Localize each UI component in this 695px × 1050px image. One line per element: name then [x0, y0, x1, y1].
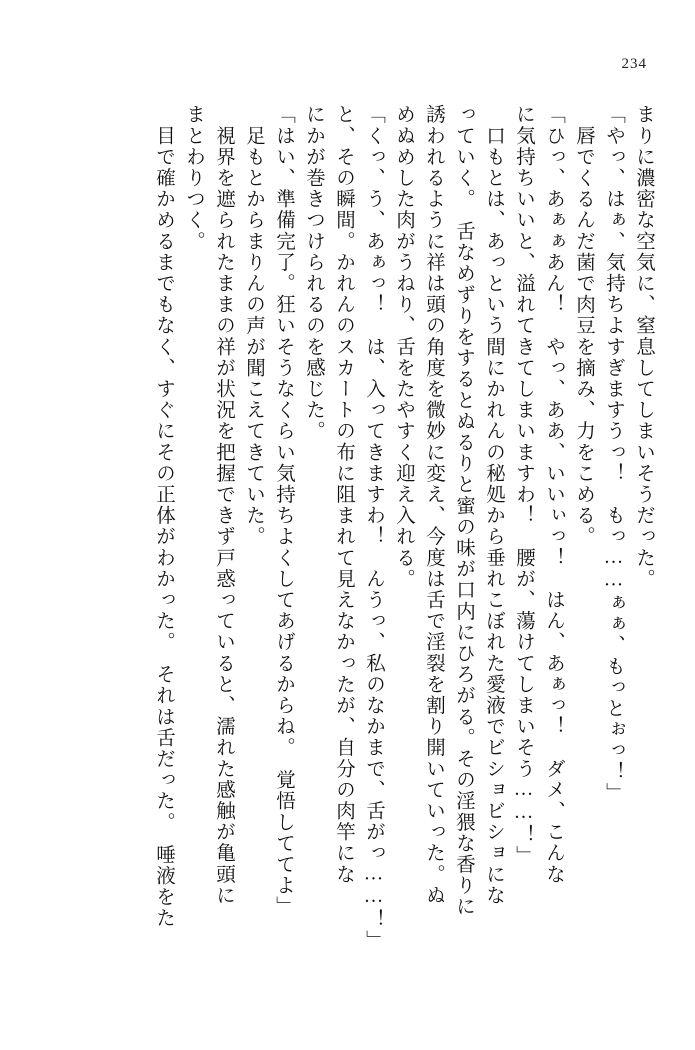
text-column: 「やっ、はぁ、気持ちよすぎますうっ！ もっ……ぁぁ、もっとぉっ！」 [603, 104, 624, 804]
text-column: 足もとからまりんの声が聞こえてきていた。 [243, 104, 264, 548]
text-column: と、その瞬間。かれんのスカートの布に阻まれて見えなかったが、自分の肉竿にな [333, 104, 354, 885]
text-column: まりに濃密な空気に、窒息してしまいそうだった。 [633, 104, 654, 590]
text-column: 誘われるように祥は頭の角度を微妙に変え、今度は舌で淫裂を割り開いていった。ぬ [423, 104, 444, 906]
text-column: 「はい、準備完了。狂いそうなくらい気持ちよくしてあげるからね。 覚悟しててよ」 [273, 104, 294, 918]
text-column: に気持ちいいと、溢れてきてしまいますわ！ 腰が、蕩けてしまいそう……！」 [513, 104, 534, 867]
page-number: 234 [621, 56, 647, 72]
text-column: めぬめした肉がうねり、舌をたやすく迎え入れる。 [393, 104, 414, 590]
text-column: 目で確かめるまでもなく、すぐにその正体がわかった。 それは舌だった。 唾液をた [153, 104, 174, 929]
text-column: 「ひっ、あぁぁあん！ やっ、ああ、いいぃっ！ はん、あぁっ！ ダメ、こんな [543, 104, 564, 885]
text-column: っていく。 舌なめずりをするとぬるりと蜜の味が口内にひろがる。その淫猥な香りに [453, 104, 474, 918]
text-column: 視界を遮られたままの祥が状況を把握できず戸惑っていると、濡れた感触が亀頭に [213, 104, 234, 906]
text-column: 唇でくるんだ菌で肉豆を摘み、力をこめる。 [573, 104, 594, 548]
text-column: 「くっ、う、あぁっ！ は、入ってきますわ！ んうっ、私のなかまで、舌がっ……！」 [363, 104, 384, 951]
text-column: 口もとは、あっという間にかれんの秘処から垂れこぼれた愛液でビショビショにな [483, 104, 504, 906]
text-column: にかが巻きつけられるのを感じた。 [303, 104, 324, 442]
text-column: まとわりつく。 [183, 104, 204, 252]
vertical-text-body [48, 104, 653, 964]
